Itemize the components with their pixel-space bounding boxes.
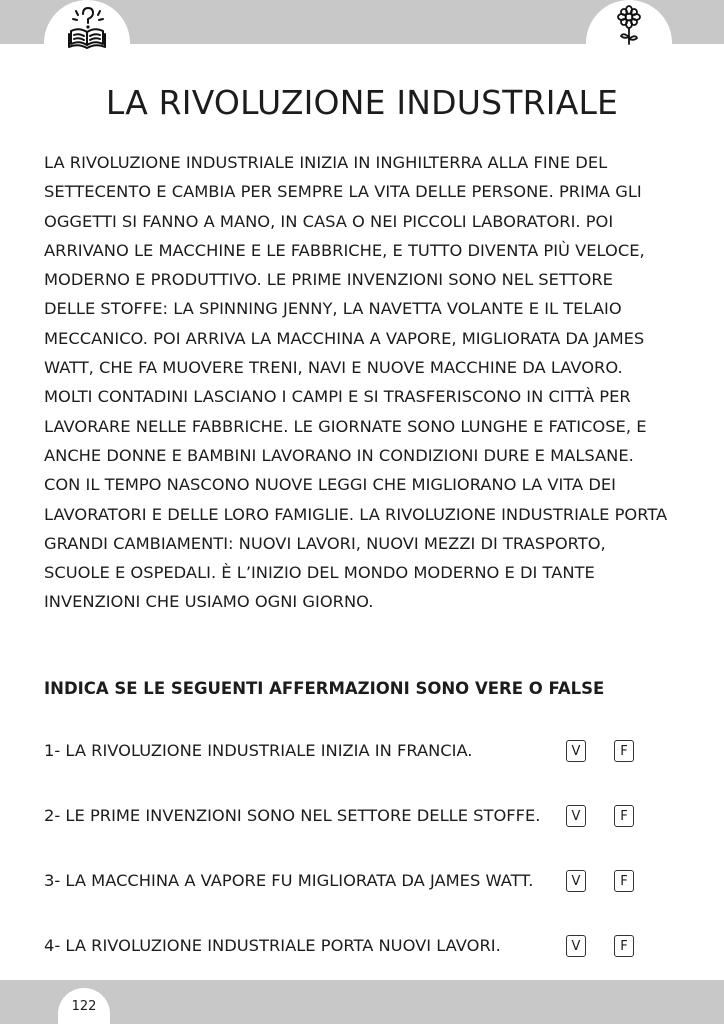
passage-line: MECCANICO. POI ARRIVA LA MACCHINA A VAPORE, MIGLIORATA DA JAMES [44,328,645,348]
passage-line: CON IL TEMPO NASCONO NUOVE LEGGI CHE MIGLIORANO LA VITA DEI [44,475,616,495]
page-title: LA RIVOLUZIONE INDUSTRIALE [105,83,619,122]
statement-text: 3- LA MACCHINA A VAPORE FU MIGLIORATA DA JAMES WATT. [44,871,534,890]
false-checkbox[interactable]: F [614,935,634,957]
statement-text: 1- LA RIVOLUZIONE INDUSTRIALE INIZIA IN FRANCIA. [44,741,473,760]
passage-line: INVENZIONI CHE USIAMO OGNI GIORNO. [44,592,374,612]
passage-line: LAVORATORI E DELLE LORO FAMIGLIE. LA RIVOLUZIONE INDUSTRIALE PORTA [44,504,668,524]
statement-row [44,935,684,965]
exercise-instruction: INDICA SE LE SEGUENTI AFFERMAZIONI SONO VERE O FALSE [44,679,605,698]
passage-line: OGGETTI SI FANNO A MANO, IN CASA O NEI PICCOLI LABORATORI. POI [44,211,614,231]
true-checkbox[interactable]: V [566,805,586,827]
false-checkbox[interactable]: F [614,805,634,827]
page-number: 122 [71,999,97,1014]
statement-text: 2- LE PRIME INVENZIONI SONO NEL SETTORE DELLE STOFFE. [44,806,541,825]
true-checkbox[interactable]: V [566,870,586,892]
false-checkbox[interactable]: F [614,740,634,762]
passage-line: WATT, CHE FA MUOVERE TRENI, NAVI E NUOVE MACCHINE DA LAVORO. [44,358,623,378]
passage-line: SETTECENTO E CAMBIA PER SEMPRE LA VITA DELLE PERSONE. PRIMA GLI [44,182,642,202]
true-checkbox[interactable]: V [566,740,586,762]
passage-line: LA RIVOLUZIONE INDUSTRIALE INIZIA IN INGHILTERRA ALLA FINE DEL [44,153,608,172]
passage-line: LAVORARE NELLE FABBRICHE. LE GIORNATE SONO LUNGHE E FATICOSE, E [44,416,647,436]
passage-line: DELLE STOFFE: LA SPINNING JENNY, LA NAVETTA VOLANTE E IL TELAIO [44,299,622,319]
passage-line: ARRIVANO LE MACCHINE E LE FABBRICHE, E TUTTO DIVENTA PIÙ VELOCE, [44,240,645,260]
passage-line: ANCHE DONNE E BAMBINI LAVORANO IN CONDIZIONI DURE E MALSANE. [44,445,634,465]
statement-row [44,870,684,900]
passage-line: GRANDI CAMBIAMENTI: NUOVI LAVORI, NUOVI MEZZI DI TRASPORTO, [44,533,606,553]
passage-line: MOLTI CONTADINI LASCIANO I CAMPI E SI TRASFERISCONO IN CITTÀ PER [44,387,631,407]
passage-line: SCUOLE E OSPEDALI. È L’INIZIO DEL MONDO MODERNO E DI TANTE [44,563,595,583]
reading-passage [44,148,688,617]
passage-line: MODERNO E PRODUTTIVO. LE PRIME INVENZIONI SONO NEL SETTORE [44,270,613,290]
statement-row [44,740,684,770]
false-checkbox[interactable]: F [614,870,634,892]
book-question-icon [65,4,109,54]
statement-row [44,805,684,835]
true-checkbox[interactable]: V [566,935,586,957]
flower-icon [612,4,646,50]
statement-text: 4- LA RIVOLUZIONE INDUSTRIALE PORTA NUOVI LAVORI. [44,936,501,955]
